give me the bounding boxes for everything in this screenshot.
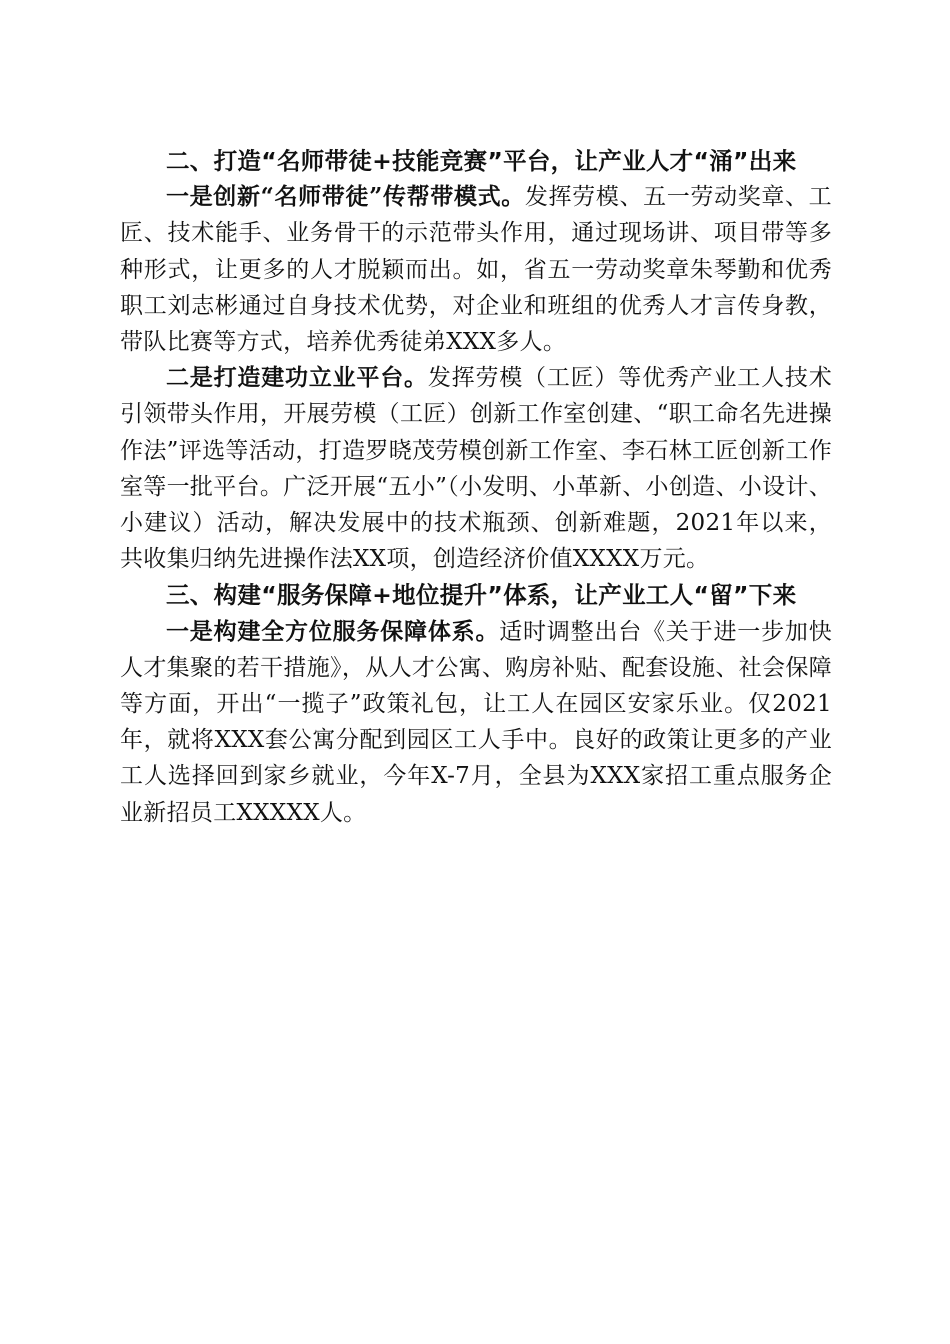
paragraph-lead: 二是打造建功立业平台。: [166, 364, 428, 392]
paragraph-lead: 一是构建全方位服务保障体系。: [166, 617, 500, 645]
section-heading-2: 二、打造“名师带徒+技能竞赛”平台，让产业人才“涌”出来: [166, 147, 797, 175]
paragraph-mentorship: [120, 179, 832, 360]
paragraph-text: 适时调整出台《关于进一步加快人才集聚的若干措施》，从人才公寓、购房补贴、配套设施、社会保障等方面，开出“一揽子”政策礼包，让工人在园区安家乐业。仅2021年，就将XXX套公寓分配到园区工人手中。良好的政策让更多的产业工人选择回到家乡就业，今年X-7月，全县为XXX家招工重点服务企业新招员工XXXXX人。: [120, 618, 832, 826]
paragraph-service-system: [120, 614, 832, 831]
paragraph-text: 发挥劳模（工匠）等优秀产业工人技术引领带头作用，开展劳模（工匠）创新工作室创建、“职工命名先进操作法”评选等活动，打造罗晓茂劳模创新工作室、李石林工匠创新工作室等一批平台。广泛开展“五小”（小发明、小革新、小创造、小设计、小建议）活动，解决发展中的技术瓶颈、创新难题，2021年以来，共收集归纳先进操作法XX项，创造经济价值XXXX万元。: [120, 365, 832, 573]
paragraph-lead: 一是创新“名师带徒”传帮带模式。: [166, 183, 525, 211]
document-body: [120, 143, 832, 831]
section-heading-3: 三、构建“服务保障+地位提升”体系，让产业工人“留”下来: [166, 581, 797, 610]
paragraph-text: 发挥劳模、五一劳动奖章、工匠、技术能手、业务骨干的示范带头作用，通过现场讲、项目带等多种形式，让更多的人才脱颖而出。如，省五一劳动奖章朱琴勤和优秀职工刘志彬通过自身技术优势，对企业和班组的优秀人才言传身教，带队比赛等方式，培养优秀徒弟XXX多人。: [120, 184, 832, 356]
paragraph-platform: [120, 360, 832, 577]
